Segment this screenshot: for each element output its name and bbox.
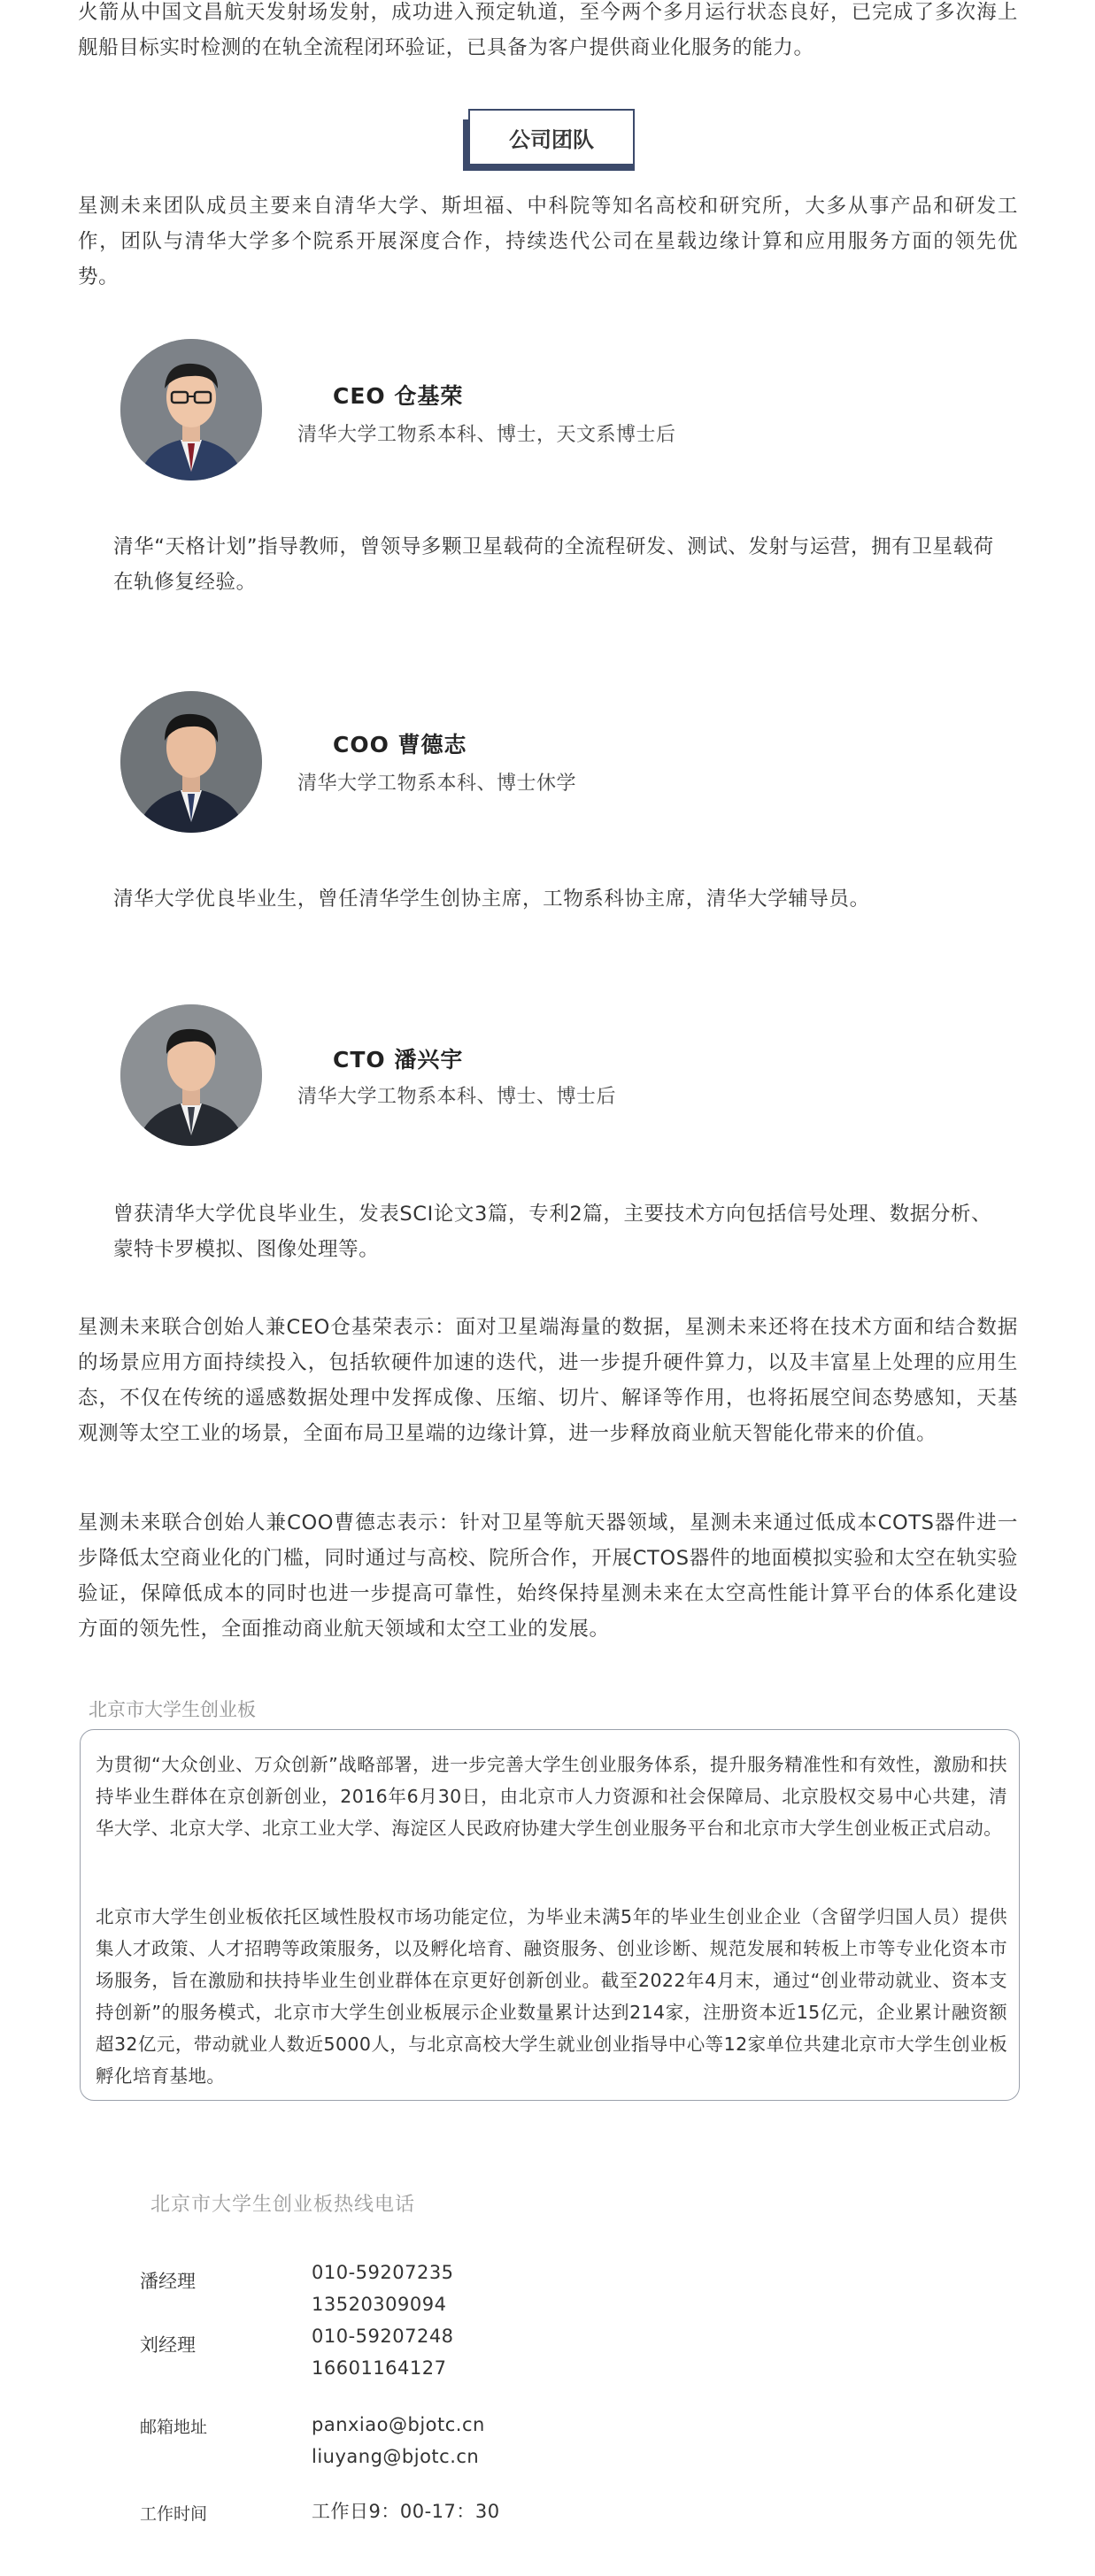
team-section-title: 公司团队	[468, 109, 635, 165]
hotline-title: 北京市大学生创业板热线电话	[150, 2194, 416, 2216]
cto-bio: 曾获清华大学优良毕业生，发表SCI论文3篇，专利2篇，主要技术方向包括信号处理、数据分析、蒙特卡罗模拟、图像处理等。	[113, 1203, 992, 1261]
coo-credentials: 清华大学工物系本科、博士休学	[297, 773, 577, 795]
contact-phone-liu-2[interactable]: 16601164127	[312, 2357, 447, 2379]
contact-label-pan: 潘经理	[140, 2271, 196, 2292]
ceo-bio: 清华“天格计划”指导教师，曾领导多颗卫星载荷的全流程研发、测试、发射与运营，拥有卫星载荷在轨修复经验。	[113, 535, 994, 594]
contact-phone-pan-1[interactable]: 010-59207235	[312, 2262, 454, 2283]
board-label: 北京市大学生创业板	[89, 1699, 256, 1720]
email-liu[interactable]: liuyang@bjotc.cn	[312, 2446, 480, 2467]
ceo-quote: 星测未来联合创始人兼CEO仓基荣表示：面对卫星端海量的数据，星测未来还将在技术方面和结合数据的场景应用方面持续投入，包括软硬件加速的迭代，进一步提升硬件算力，以及丰富星上处理的应用生态，不仅在传统的遥感数据处理中发挥成像、压缩、切片、解译等作用，也将拓展空间态势感知，天基观测等太空工业的场景，全面布局卫星端的边缘计算，进一步释放商业航天智能化带来的价值。	[78, 1316, 1018, 1445]
team-section-header	[463, 109, 635, 171]
cto-avatar	[120, 1004, 262, 1146]
intro-paragraph: 火箭从中国文昌航天发射场发射，成功进入预定轨道，至今两个多月运行状态良好，已完成了多次海上舰船目标实时检测的在轨全流程闭环验证，已具备为客户提供商业化服务的能力。	[78, 1, 1018, 59]
ceo-name: CEO 仓基荣	[333, 383, 464, 409]
cto-credentials: 清华大学工物系本科、博士、博士后	[297, 1086, 617, 1108]
hours-label: 工作时间	[140, 2504, 208, 2524]
hours-value: 工作日9：00-17：30	[312, 2501, 500, 2522]
coo-quote: 星测未来联合创始人兼COO曹德志表示：针对卫星等航天器领域，星测未来通过低成本COTS器件进一步降低太空商业化的门槛，同时通过与高校、院所合作，开展CTOS器件的地面模拟实验和太空在轨实验验证，保障低成本的同时也进一步提高可靠性，始终保持星测未来在太空高性能计算平台的体系化建设方面的领先性，全面推动商业航天领域和太空工业的发展。	[78, 1511, 1018, 1641]
board-paragraph-2: 北京市大学生创业板依托区域性股权市场功能定位，为毕业未满5年的毕业生创业企业（含留学归国人员）提供集人才政策、人才招聘等政策服务，以及孵化培育、融资服务、创业诊断、规范发展和转板上市等专业化资本市场服务，旨在激励和扶持毕业生创业群体在京更好创新创业。截至2022年4月末，通过“创业带动就业、资本支持创新”的服务模式，北京市大学生创业板展示企业数量累计达到214家，注册资本近15亿元，企业累计融资额超32亿元，带动就业人数近5000人，与北京高校大学生就业创业指导中心等12家单位共建北京市大学生创业板孵化培育基地。	[96, 1906, 1007, 2087]
cto-name: CTO 潘兴宇	[333, 1047, 464, 1073]
ceo-avatar	[120, 339, 262, 481]
coo-bio: 清华大学优良毕业生，曾任清华学生创协主席，工物系科协主席，清华大学辅导员。	[113, 888, 870, 911]
ceo-credentials: 清华大学工物系本科、博士，天文系博士后	[297, 424, 676, 446]
contact-label-liu: 刘经理	[140, 2334, 196, 2356]
email-pan[interactable]: panxiao@bjotc.cn	[312, 2414, 485, 2435]
coo-avatar	[120, 691, 262, 833]
email-label: 邮箱地址	[140, 2418, 208, 2437]
board-paragraph-1: 为贯彻“大众创业、万众创新”战略部署，进一步完善大学生创业服务体系，提升服务精准性和有效性，激励和扶持毕业生群体在京创新创业，2016年6月30日，由北京市人力资源和社会保障局、北京股权交易中心共建，清华大学、北京大学、北京工业大学、海淀区人民政府协建大学生创业服务平台和北京市大学生创业板正式启动。	[96, 1754, 1007, 1839]
team-description: 星测未来团队成员主要来自清华大学、斯坦福、中科院等知名高校和研究所，大多从事产品和研发工作，团队与清华大学多个院系开展深度合作，持续迭代公司在星载边缘计算和应用服务方面的领先优势。	[78, 195, 1018, 288]
contact-phone-liu-1[interactable]: 010-59207248	[312, 2326, 454, 2347]
contact-phone-pan-2[interactable]: 13520309094	[312, 2294, 447, 2315]
coo-name: COO 曹德志	[333, 732, 467, 757]
